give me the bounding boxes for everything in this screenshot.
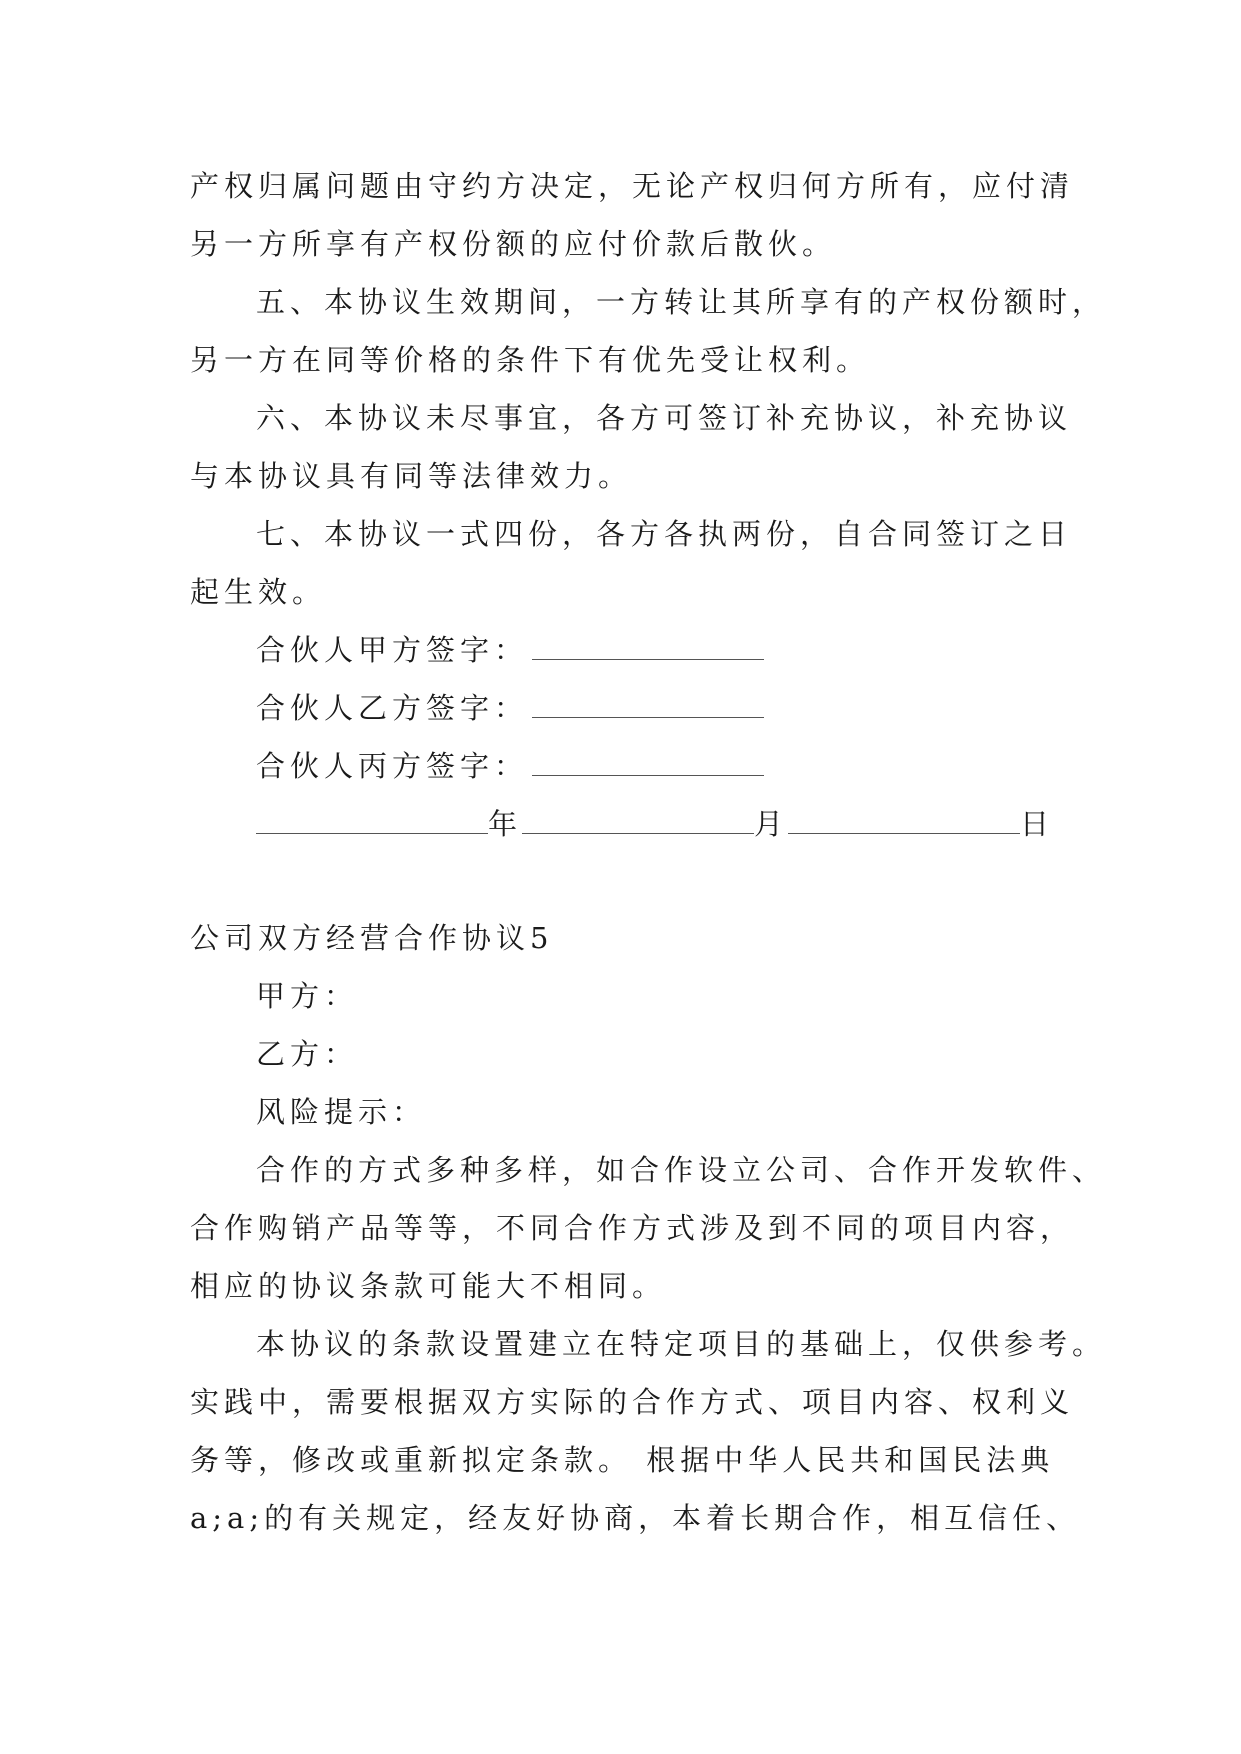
- text-line: 合作购销产品等等，不同合作方式涉及到不同的项目内容，: [190, 1211, 1075, 1245]
- signature-blank-a[interactable]: [532, 633, 764, 660]
- text-line: 产权归属问题由守约方决定，无论产权归何方所有，应付清: [190, 169, 1075, 203]
- signature-label-a: 合伙人甲方签字：: [256, 633, 529, 667]
- text-line: 与本协议具有同等法律效力。: [190, 459, 633, 493]
- signature-line-b: [256, 688, 764, 728]
- year-label: 年: [488, 807, 523, 841]
- signature-blank-b[interactable]: [532, 691, 764, 718]
- month-blank[interactable]: [522, 807, 754, 834]
- risk-heading: 风险提示：: [256, 1095, 427, 1129]
- text-line: 务等，修改或重新拟定条款。 根据中华人民共和国民法典: [190, 1443, 1055, 1477]
- clause-seven: 七、本协议一式四份，各方各执两份，自合同签订之日: [256, 517, 1073, 551]
- day-blank[interactable]: [788, 807, 1020, 834]
- section-title: 公司双方经营合作协议5: [190, 921, 554, 955]
- party-b-label: 乙方：: [256, 1037, 359, 1071]
- month-label: 月: [754, 807, 789, 841]
- text-line: 相应的协议条款可能大不相同。: [190, 1269, 667, 1303]
- party-a-label: 甲方：: [256, 979, 359, 1013]
- clause-six: 六、本协议未尽事宜，各方可签订补充协议，补充协议: [256, 401, 1073, 435]
- text-line: 起生效。: [190, 575, 327, 609]
- signature-line-c: [256, 746, 764, 786]
- signature-blank-c[interactable]: [532, 749, 764, 776]
- signature-line-a: [256, 630, 764, 670]
- text-line: 实践中，需要根据双方实际的合作方式、项目内容、权利义: [190, 1385, 1075, 1419]
- text-line: 另一方所享有产权份额的应付价款后散伙。: [190, 227, 837, 261]
- signature-label-b: 合伙人乙方签字：: [256, 691, 529, 725]
- year-blank[interactable]: [256, 807, 488, 834]
- clause-five: 五、本协议生效期间，一方转让其所享有的产权份额时，: [256, 285, 1107, 319]
- text-line: 另一方在同等价格的条件下有优先受让权利。: [190, 343, 871, 377]
- text-line: 本协议的条款设置建立在特定项目的基础上，仅供参考。: [256, 1327, 1107, 1361]
- date-line: [256, 804, 1054, 844]
- day-label: 日: [1020, 807, 1055, 841]
- text-line: 合作的方式多种多样，如合作设立公司、合作开发软件、: [256, 1153, 1107, 1187]
- signature-label-c: 合伙人丙方签字：: [256, 749, 529, 783]
- text-line: a;a;的有关规定，经友好协商，本着长期合作，相互信任、: [190, 1501, 1081, 1535]
